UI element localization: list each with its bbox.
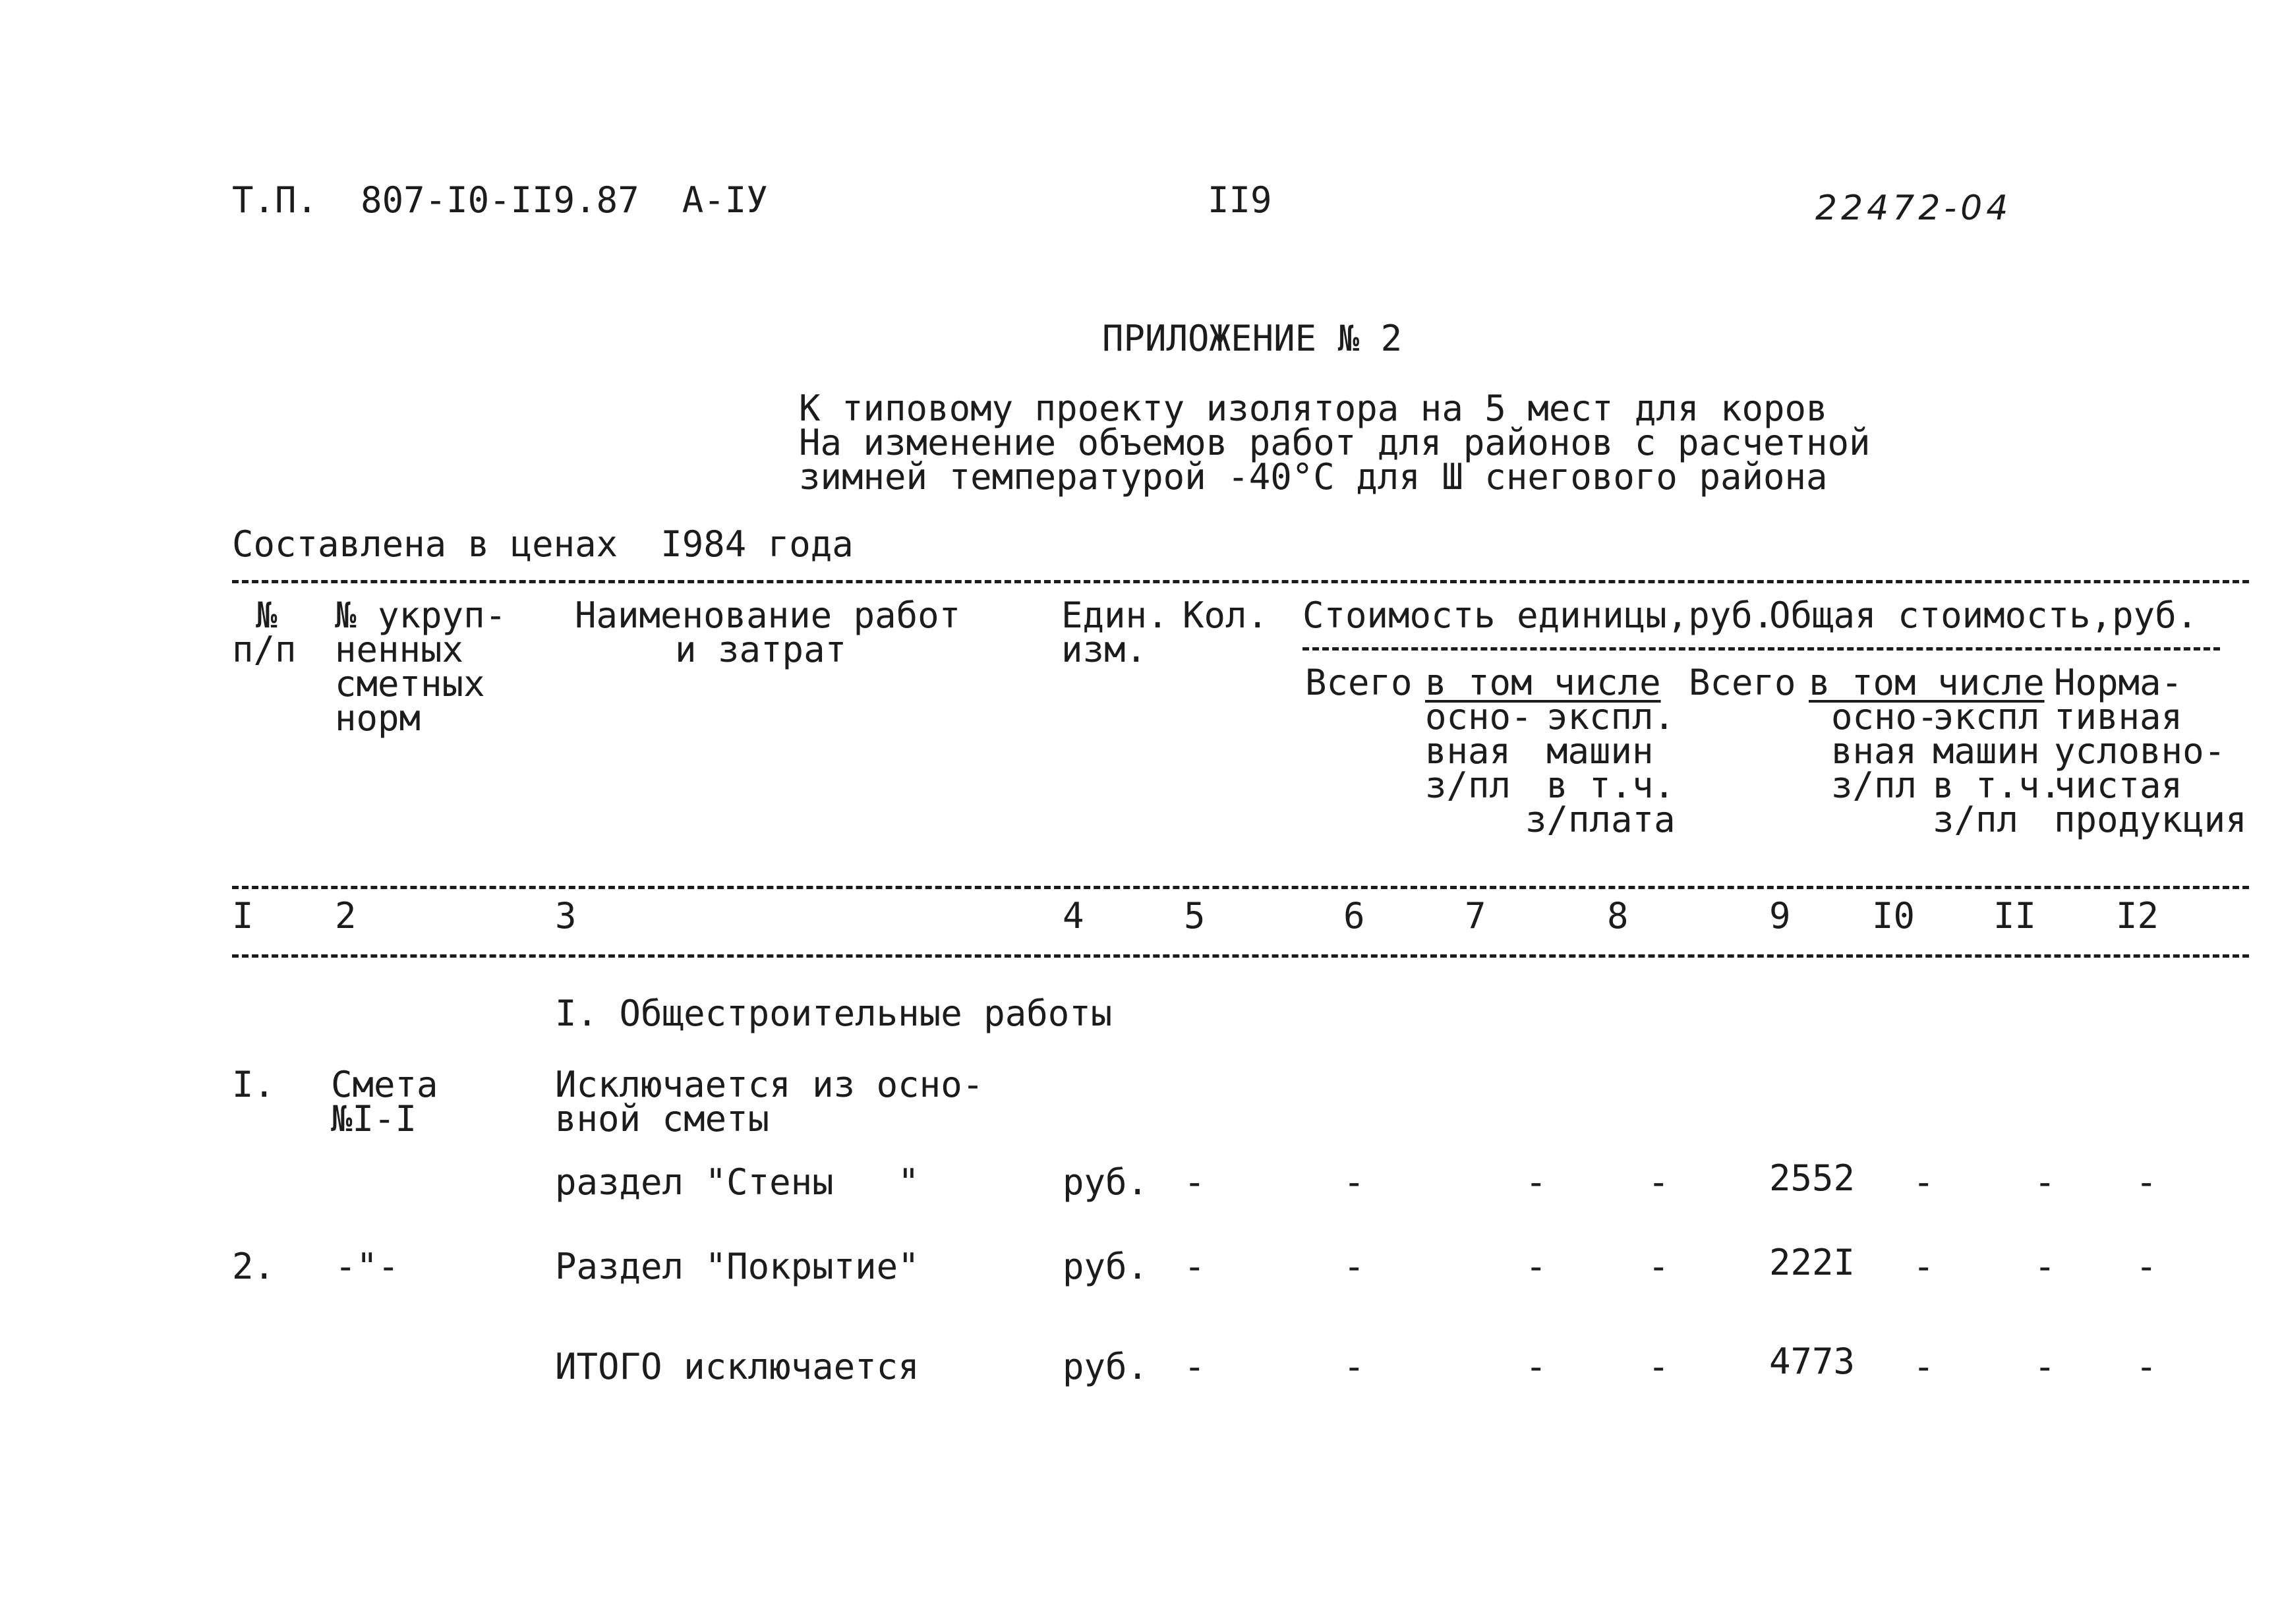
header-norm-label: норм [335,697,421,739]
row-name: вной сметы [555,1098,770,1140]
row-unit-extra: - [1648,1246,1670,1287]
row-normative: - [2136,1246,2157,1287]
row-unit-total: - [1343,1346,1365,1387]
header-unit-cost-group: Стоимость единицы,руб. [1302,594,1774,636]
column-number: I [232,895,254,937]
row-unit: руб. [1063,1161,1149,1203]
header-normative: условно- [2054,730,2226,772]
subtitle-line: К типовому проекту изолятора на 5 мест для коров [799,388,1828,429]
header-unit-incl: в том числе [1425,662,1661,703]
header-name-label: и затрат [675,629,847,670]
header-norm-label: сметных [335,663,485,705]
row-name: Раздел "Покрытие" [555,1246,920,1287]
header-unit-machines: з/плата [1525,799,1676,840]
row-unit: руб. [1063,1246,1149,1287]
row-norm: Смета [331,1064,438,1105]
row-total-basic: - [1913,1246,1935,1287]
header-normative: тивная [2054,696,2183,738]
page-number: II9 [1208,179,1272,221]
header-total-total: Всего [1689,662,1796,703]
header-unit-basic: з/пл [1425,765,1511,806]
row-total: 2552 [1769,1157,1856,1199]
column-number: 4 [1063,895,1084,937]
row-total-machines: - [2034,1161,2056,1203]
header-total-machines: экспл [1933,696,2040,738]
header-group-rule [1302,647,2220,651]
row-unit-extra: - [1648,1161,1670,1203]
column-number: 5 [1184,895,1206,937]
row-name: ИТОГО исключается [555,1346,920,1387]
row-total-machines: - [2034,1246,2056,1287]
header-unit-machines: в т.ч. [1546,765,1676,806]
row-total: 4773 [1769,1341,1856,1382]
row-norm: -"- [335,1246,399,1287]
header-total-basic: осно- [1831,696,1939,738]
column-number: 2 [335,895,357,937]
header-total-incl: в том числе [1809,662,2045,703]
header-total-basic: вная [1831,730,1917,772]
header-unit-label: Един. [1061,594,1169,636]
row-unit-machines: - [1525,1246,1547,1287]
row-unit-machines: - [1525,1161,1547,1203]
archive-number: 22472-04 [1815,188,2012,228]
row-unit-total: - [1343,1161,1365,1203]
header-total-machines: машин [1933,730,2040,772]
header-qty-label: Кол. [1183,594,1269,636]
header-num-label: п/п [232,629,297,670]
table-top-rule [232,580,2249,583]
row-total: 222I [1769,1242,1856,1283]
row-unit-extra: - [1648,1346,1670,1387]
row-qty: - [1184,1346,1206,1387]
header-name-label: Наименование работ [575,594,961,636]
header-unit-machines: экспл. [1546,696,1676,738]
row-unit: руб. [1063,1346,1149,1387]
header-unit-basic: осно- [1425,696,1533,738]
row-number: 2. [232,1246,276,1287]
header-normative: чистая [2054,765,2183,806]
row-norm: №I-I [331,1098,417,1140]
header-norm-label: ненных [335,629,464,670]
row-qty: - [1184,1161,1206,1203]
header-total-cost-group: Общая стоимость,руб. [1769,594,2198,636]
column-number: I2 [2116,895,2159,937]
header-unit-machines: машин [1546,730,1654,772]
header-unit-basic: вная [1425,730,1511,772]
column-numbers-bottom-rule [232,954,2249,958]
header-norm-label: № укруп- [335,594,507,636]
header-unit-total: Всего [1305,662,1413,703]
prices-note: Составлена в ценах I984 года [232,523,854,565]
column-number: 6 [1343,895,1365,937]
section-title: I. Общестроительные работы [555,993,1113,1034]
header-normative: продукция [2054,799,2247,840]
header-total-basic: з/пл [1831,765,1917,806]
document-code: Т.П. 807-I0-II9.87 А-IУ [232,179,768,221]
appendix-title: ПРИЛОЖЕНИЕ № 2 [1102,318,1403,359]
row-qty: - [1184,1246,1206,1287]
column-number: 9 [1769,895,1791,937]
row-total-basic: - [1913,1161,1935,1203]
column-numbers-top-rule [232,886,2249,889]
row-normative: - [2136,1346,2157,1387]
column-number: I0 [1872,895,1915,937]
subtitle-line: На изменение объемов работ для районов с расчетной [799,422,1871,463]
row-total-basic: - [1913,1346,1935,1387]
column-number: 3 [555,895,577,937]
column-number: 8 [1607,895,1629,937]
row-name: раздел "Стены " [555,1161,920,1203]
row-unit-machines: - [1525,1346,1547,1387]
header-normative: Норма- [2054,662,2183,703]
row-normative: - [2136,1161,2157,1203]
row-number: I. [232,1064,276,1105]
header-total-machines: в т.ч. [1933,765,2062,806]
subtitle-line: зимней температурой -40°С для Ш снегового района [799,456,1828,498]
row-total-machines: - [2034,1346,2056,1387]
header-unit-label: изм. [1061,629,1148,670]
row-name: Исключается из осно- [555,1064,984,1105]
header-total-machines: з/пл [1933,799,2019,840]
column-number: 7 [1465,895,1486,937]
column-number: II [1993,895,2037,937]
row-unit-total: - [1343,1246,1365,1287]
header-num-label: № [256,594,278,636]
